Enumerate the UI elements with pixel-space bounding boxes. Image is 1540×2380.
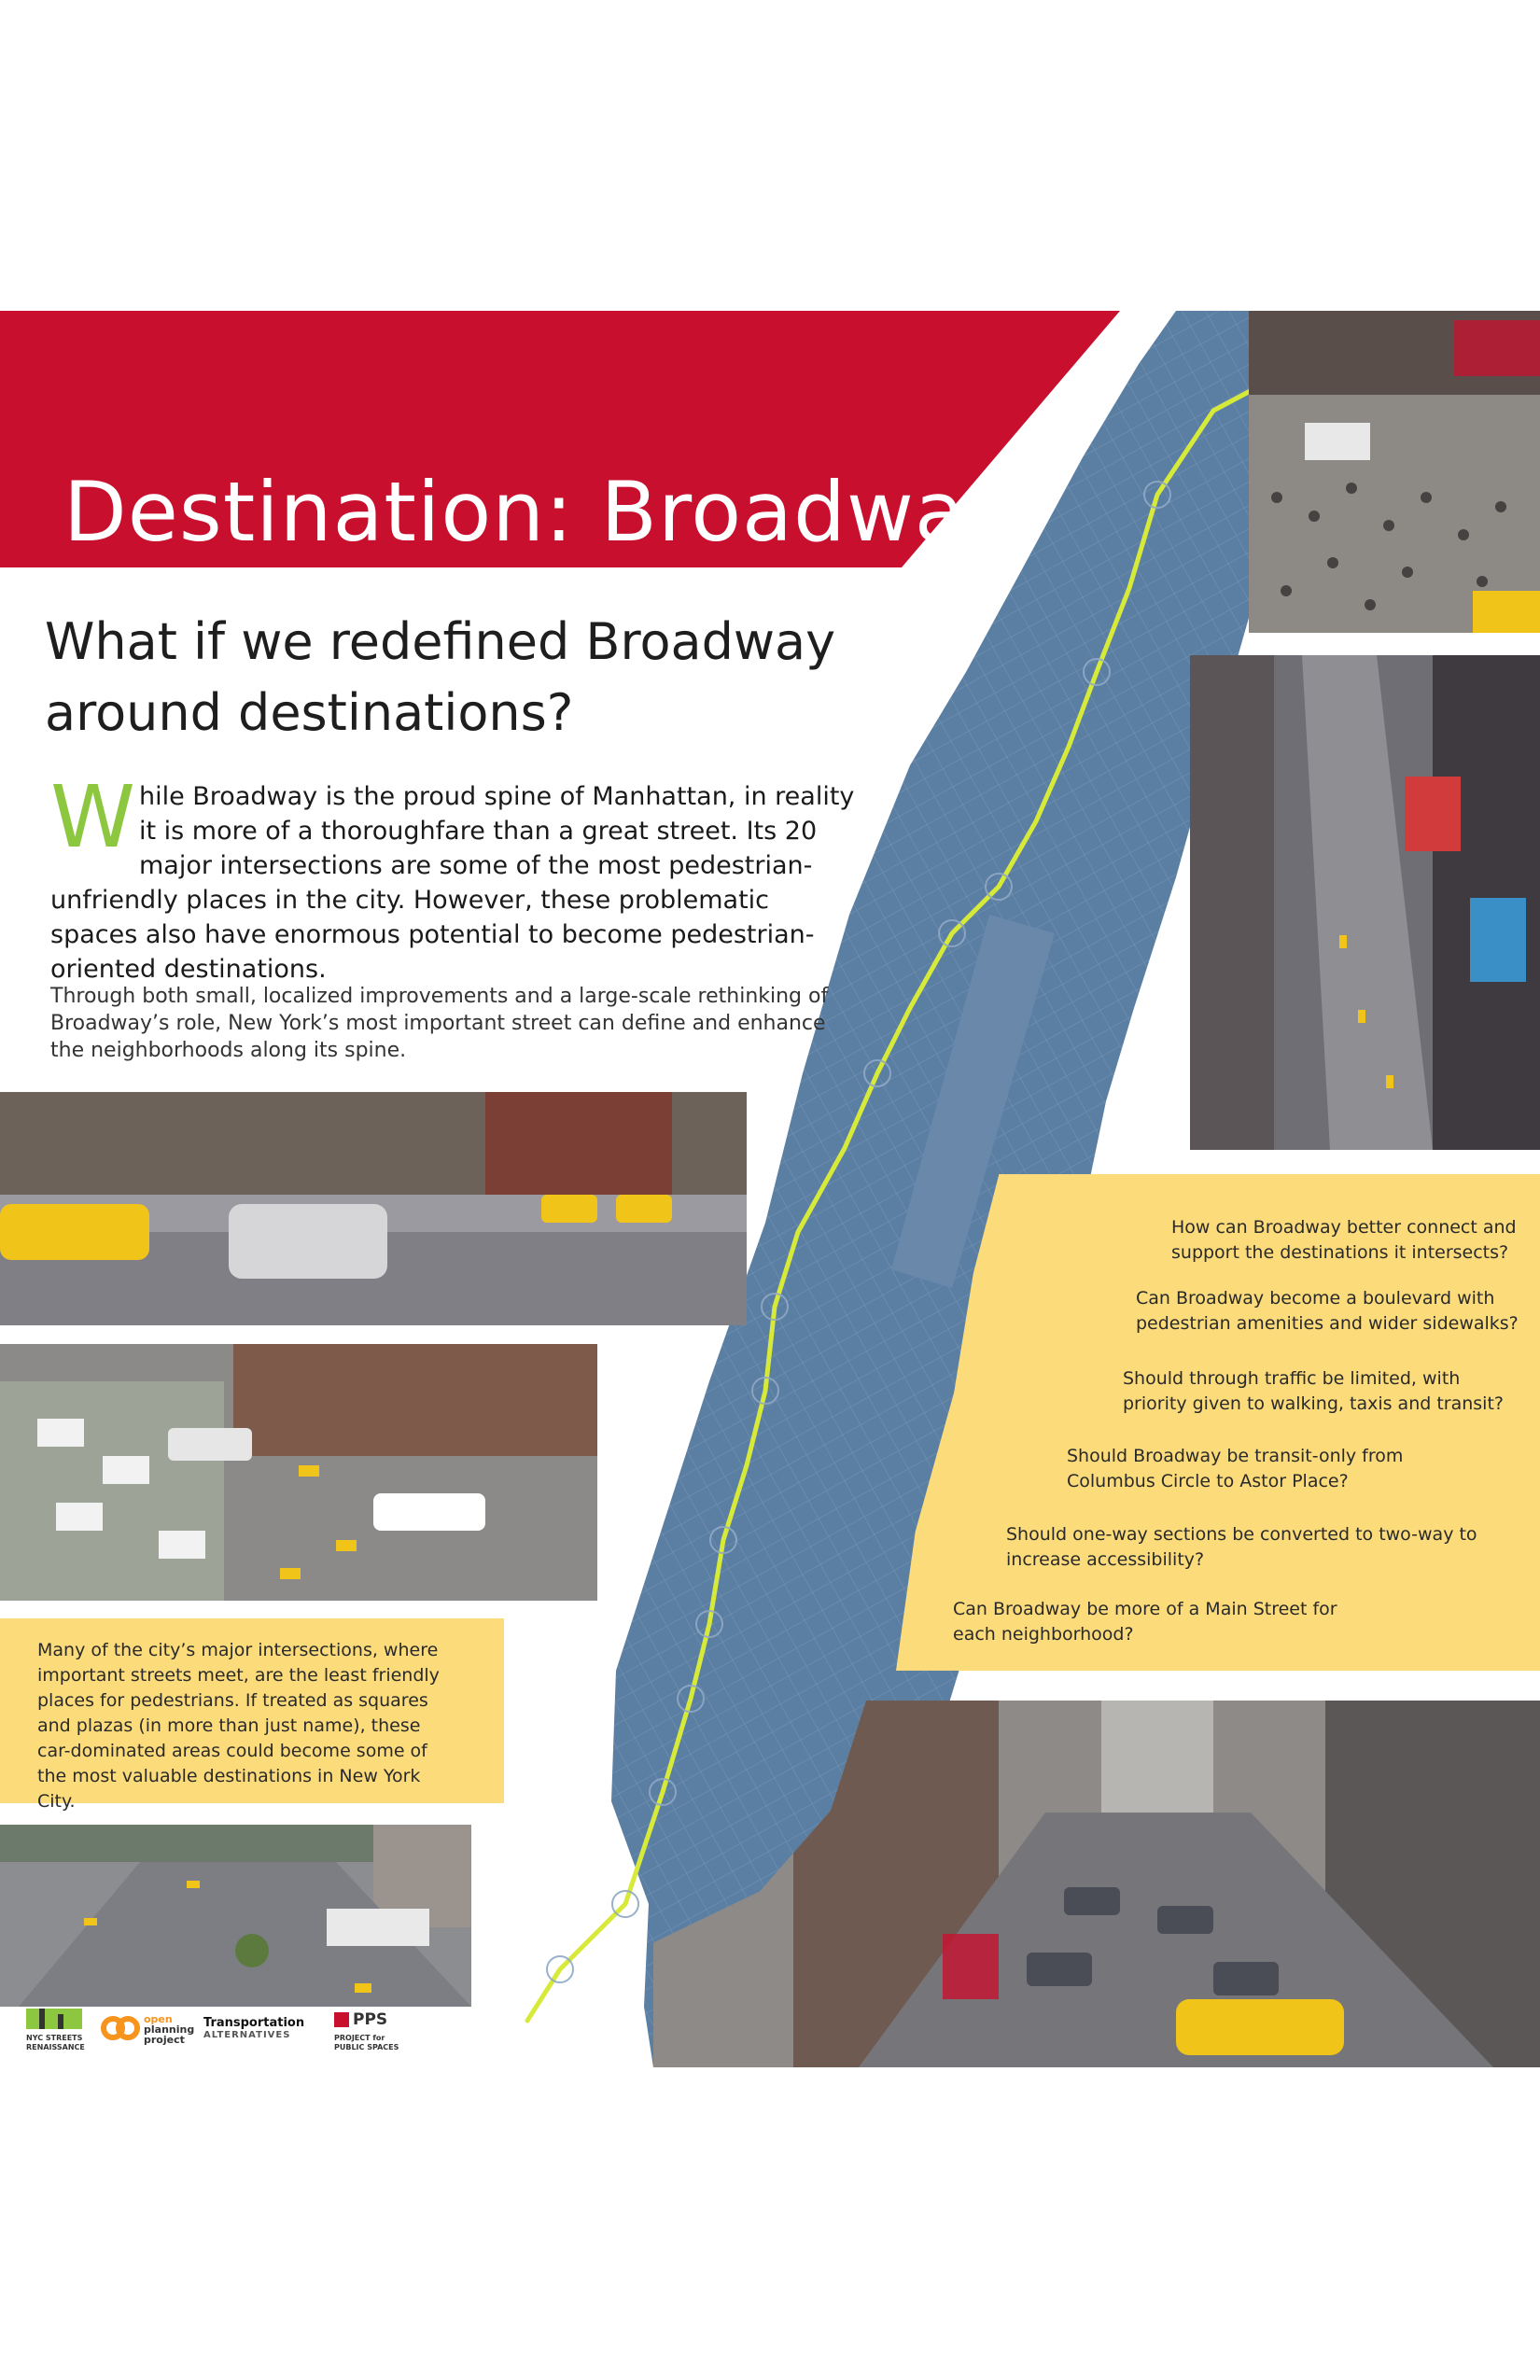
note-text: Many of the city’s major intersections, where important streets meet, are the least friendly places for pedestrians. If treated as squares and plazas (in more than just name), these car-dominated areas could become some of the most valuable destinations in New York City.	[37, 1640, 440, 1812]
photo-times-square-aerial	[1190, 655, 1540, 1150]
question-item: Can Broadway become a boulevard with pedestrian amenities and wider sidewalks?	[1136, 1288, 1519, 1334]
poster-subtitle: What if we redefined Broadway around destinations?	[45, 612, 836, 742]
question-item: Should one-way sections be converted to two-way to increase accessibility?	[1006, 1524, 1477, 1570]
body-paragraph: Through both small, localized improvements and a large-scale rethinking of Broadway’s role, New York’s most important street can define and enhance the neighborhoods along its spine.	[50, 985, 829, 1062]
drop-cap: W	[50, 767, 135, 867]
lead-text: hile Broadway is the proud spine of Manhattan, in reality it is more of a thoroughfare than a great street. Its 20 major intersections are some of the most pedestrian-unfriendly places in the city. However, these problematic spaces also have enormous potential to become pedestrian-oriented destinations.	[50, 782, 855, 984]
question-item: How can Broadway better connect and support the destinations it intersects?	[1171, 1217, 1517, 1263]
question-item: Should through traffic be limited, with priority given to walking, taxis and transit?	[1123, 1368, 1504, 1414]
photo-pedestrian-crowd	[1249, 311, 1540, 633]
lead-paragraph	[50, 767, 862, 987]
photo-taxi-intersection	[0, 1092, 747, 1325]
question-item: Can Broadway be more of a Main Street for each neighborhood?	[953, 1599, 1337, 1645]
photo-avenue-intersection	[0, 1825, 471, 2007]
sponsor-logos	[26, 2009, 418, 2055]
pps-grid-icon	[334, 2012, 349, 2027]
logo-transportation-alternatives: Transportation ALTERNATIVES	[203, 2016, 305, 2040]
question-item: Should Broadway be transit-only from Columbus Circle to Astor Place?	[1067, 1446, 1404, 1491]
poster-title: Destination: Broadway	[63, 464, 1015, 560]
logo-open-planning-project: open planning project	[101, 2009, 194, 2055]
logo-project-for-public-spaces: PPS PROJECT for PUBLIC SPACES	[334, 2010, 399, 2051]
photo-union-square-market	[0, 1344, 597, 1601]
logo-nyc-streets-renaissance: NYC STREETS RENAISSANCE	[26, 2009, 91, 2055]
